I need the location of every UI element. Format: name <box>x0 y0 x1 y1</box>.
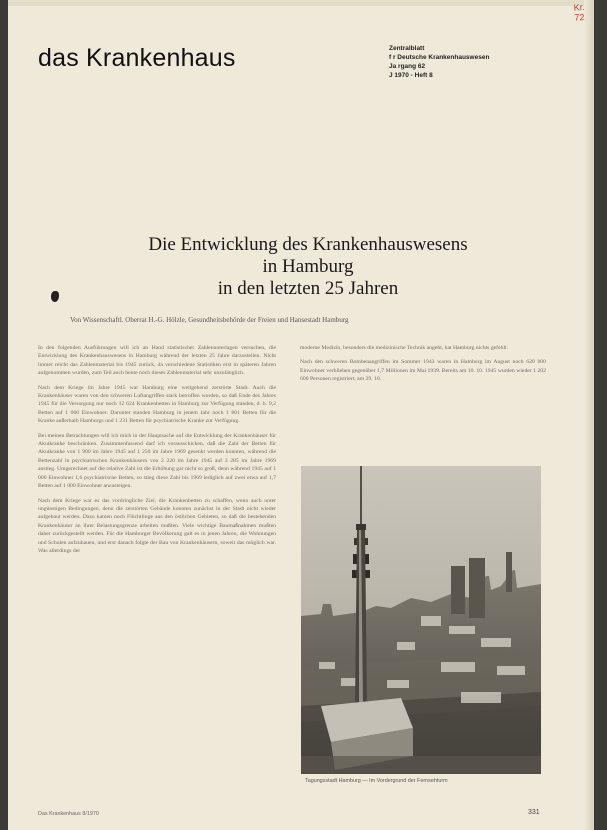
photo-caption: Tagungsstadt Hamburg — Im Vordergrund der Fernsehturm <box>305 778 448 784</box>
journal-info <box>389 44 489 80</box>
body-paragraph: moderne Medizin, besonders die medizinische Technik angeht, hat Hamburg nichts gefehlt. <box>300 345 509 351</box>
body-paragraph: Bei meinen Betrachtungen will ich mich in der Hauptsache auf die Entwicklung der Krankenhäuser für Akutkranke beschränken. Zusammenfassend darf ich vorausschicken, daß die Zahl der Betten für Akutkranke von 1 900 im Jahre 1945 auf 1 250 im Jahre 1969 gesenkt werden konnten, während die Bettenzahl in psychiatrischen Krankenhäusern von 2 220 im Jahre 1945 auf 3 285 im Jahre 1969 anstieg. Umgerechnet auf die relative Zahl ist die Erhöhung gar nicht so groß, denn während 1945 auf 1 000 Einwohner 1,6 psychiatrische Betten, so stieg diese Zahl bis 1969 lediglich auf zwei etwa auf 1,7 Betten auf 1 000 Einwohner anzusteigen. <box>38 432 276 490</box>
archive-stamp: Kr. 72 <box>573 1 586 23</box>
body-paragraph: Nach den schweren Bombenangriffen im Sommer 1943 waren in Hamburg im August noch 620 000 Einwohner verblieben gegenüber 1,7 Millionen im Mai 1939. Bereits am 10. 10. 1945 wurden wieder 1 202 600 Personen registriert, am 29. 10. <box>300 359 546 383</box>
article-byline: Von Wissenschaftl. Oberrat H.-G. Hölzle, Gesundheitsbehörde der Freien und Hansestadt Hamburg <box>70 316 349 324</box>
article-title <box>68 234 548 300</box>
body-paragraph: Nach dem Kriege war es das vordringliche Ziel, die Krankenbetten zu schaffen, wenn auch unter ungünstigen Bedingungen, denn die zerstörten Gebäude konnten zunächst in der Stadt nicht wieder aufgebaut werden. Dazu kamen noch Flüchtlinge aus den östlichen Gebieten, so daß die bestehenden Krankenhäuser an ihrer Belastungsgrenze arbeiten mußten. Viele wichtige Baumaßnahmen mußten daher zurückgestellt werden. Für die Hamburger Bevölkerung galt es in jenen Jahren, die Wohnungen und Schulen aufzubauen, und erst danach folgte der Bau von Krankenhäusern, soweit das möglich war. Was allerdings der <box>38 497 276 554</box>
journal-info-line: Zentralblatt <box>389 45 425 52</box>
journal-info-line: f r Deutsche Krankenhauswesen <box>389 54 490 61</box>
body-column-left <box>38 344 276 808</box>
scan-edge <box>8 0 594 6</box>
scan-speck <box>51 291 59 302</box>
title-line: Die Entwicklung des Krankenhauswesens <box>148 234 468 255</box>
body-paragraph: In den folgenden Ausführungen will ich an Hand statistischer Zahlenunterlagen versuchen, die Entwicklung des Krankenhauswesens in Hamburg während der letzten 25 Jahre darzustellen. Nicht immer reicht das Zahlenmaterial bis 1945 zurück, da verschiedene Statistiken erst in späteren Jahren aufgenommen wurden, zum Teil auch heute noch dieses Zahlenmaterial sehr unzulänglich. <box>38 345 276 377</box>
binding-shadow <box>584 0 594 830</box>
footer-source: Das Krankenhaus 8/1970 <box>38 811 99 817</box>
journal-masthead: das Krankenhaus <box>38 44 236 72</box>
body-paragraph: Nach dem Kriege im Jahre 1945 war Hamburg eine weitgehend zerstörte Stadt. Auch die Krankenhäuser waren von den schweren Luftangriffen stark betroffen worden, so daß Ende des Jahres 1945 für die Versorgung nur noch 12 624 Krankenbetten in Hamburg zur Verfügung standen, d. h. 9,2 Betten auf 1 000 Einwohner. Darunter standen Hamburg in jenem Jahr noch 1 801 Betten für die Kranke außerhalb Hamburgs und 1 231 Betten für psychiatrische Kranke zur Verfügung. <box>38 384 276 425</box>
title-line: in den letzten 25 Jahren <box>217 278 399 299</box>
scanned-page <box>8 0 594 830</box>
title-line: in Hamburg <box>262 256 354 277</box>
journal-info-line: Ja rgang 62 <box>389 63 426 70</box>
page-number: 331 <box>528 809 540 816</box>
tv-tower-image <box>301 466 541 774</box>
hamburg-photo <box>301 466 541 774</box>
journal-info-line: J 1970 - Heft 8 <box>389 72 433 79</box>
body-column-right <box>300 344 546 439</box>
